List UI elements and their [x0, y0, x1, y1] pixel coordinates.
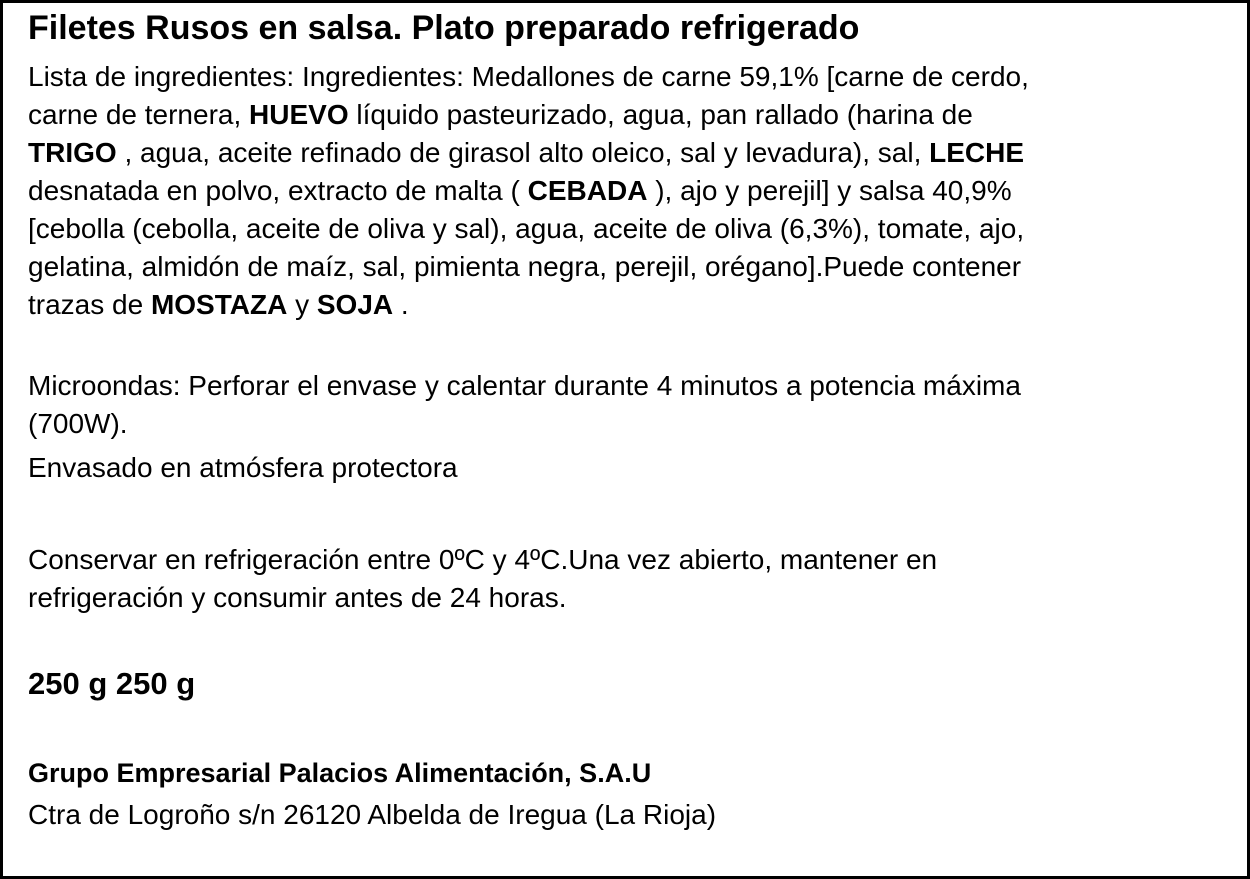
- text-run: líquido pasteurizado, agua, pan rallado (harina de: [348, 99, 973, 130]
- text-run: refrigeración y consumir antes de 24 horas.: [28, 582, 567, 613]
- text-line: [28, 449, 458, 487]
- allergen-highlight: TRIGO: [28, 137, 117, 168]
- ingredients-list: [28, 58, 1029, 324]
- text-run: gelatina, almidón de maíz, sal, pimienta negra, perejil, orégano].Puede contener: [28, 251, 1022, 282]
- storage-instructions: [28, 541, 937, 617]
- text-line: [28, 367, 1021, 405]
- text-run: (700W).: [28, 408, 128, 439]
- text-run: ), ajo y perejil] y salsa 40,9%: [647, 175, 1012, 206]
- text-run: y: [287, 289, 317, 320]
- text-run: carne de ternera,: [28, 99, 250, 130]
- text-run: trazas de: [28, 289, 151, 320]
- text-run: Microondas: Perforar el envase y calentar durante 4 minutos a potencia máxima: [28, 370, 1021, 401]
- text-run: desnatada en polvo, extracto de malta (: [28, 175, 528, 206]
- company-name: Grupo Empresarial Palacios Alimentación, S.A.U: [28, 758, 652, 788]
- text-run: , agua, aceite refinado de girasol alto oleico, sal y levadura), sal,: [116, 137, 930, 168]
- allergen-highlight: CEBADA: [527, 175, 648, 206]
- text-line: [28, 210, 1029, 248]
- allergen-highlight: SOJA: [316, 289, 394, 320]
- text-line: [28, 286, 1029, 324]
- text-line: [28, 172, 1029, 210]
- text-line: [28, 58, 1029, 96]
- net-weight: 250 g 250 g: [28, 666, 196, 701]
- text-line: [28, 541, 937, 579]
- allergen-highlight: HUEVO: [249, 99, 349, 130]
- microwave-instructions: [28, 367, 1021, 443]
- text-line: [28, 579, 937, 617]
- packaging-note: [28, 449, 458, 487]
- product-title: Filetes Rusos en salsa. Plato preparado refrigerado: [28, 9, 860, 47]
- company-address: Ctra de Logroño s/n 26120 Albelda de Iregua (La Rioja): [28, 799, 717, 830]
- text-run: .: [393, 289, 409, 320]
- text-line: [28, 134, 1029, 172]
- text-run: [cebolla (cebolla, aceite de oliva y sal), agua, aceite de oliva (6,3%), tomate, ajo,: [28, 213, 1025, 244]
- text-run: Lista de ingredientes: Ingredientes: Medallones de carne 59,1% [carne de cerdo,: [28, 61, 1029, 92]
- allergen-highlight: MOSTAZA: [150, 289, 288, 320]
- allergen-highlight: LECHE: [929, 137, 1025, 168]
- text-run: Envasado en atmósfera protectora: [28, 452, 458, 483]
- text-line: [28, 405, 1021, 443]
- text-line: [28, 248, 1029, 286]
- text-run: Conservar en refrigeración entre 0ºC y 4ºC.Una vez abierto, mantener en: [28, 544, 938, 575]
- text-line: [28, 96, 1029, 134]
